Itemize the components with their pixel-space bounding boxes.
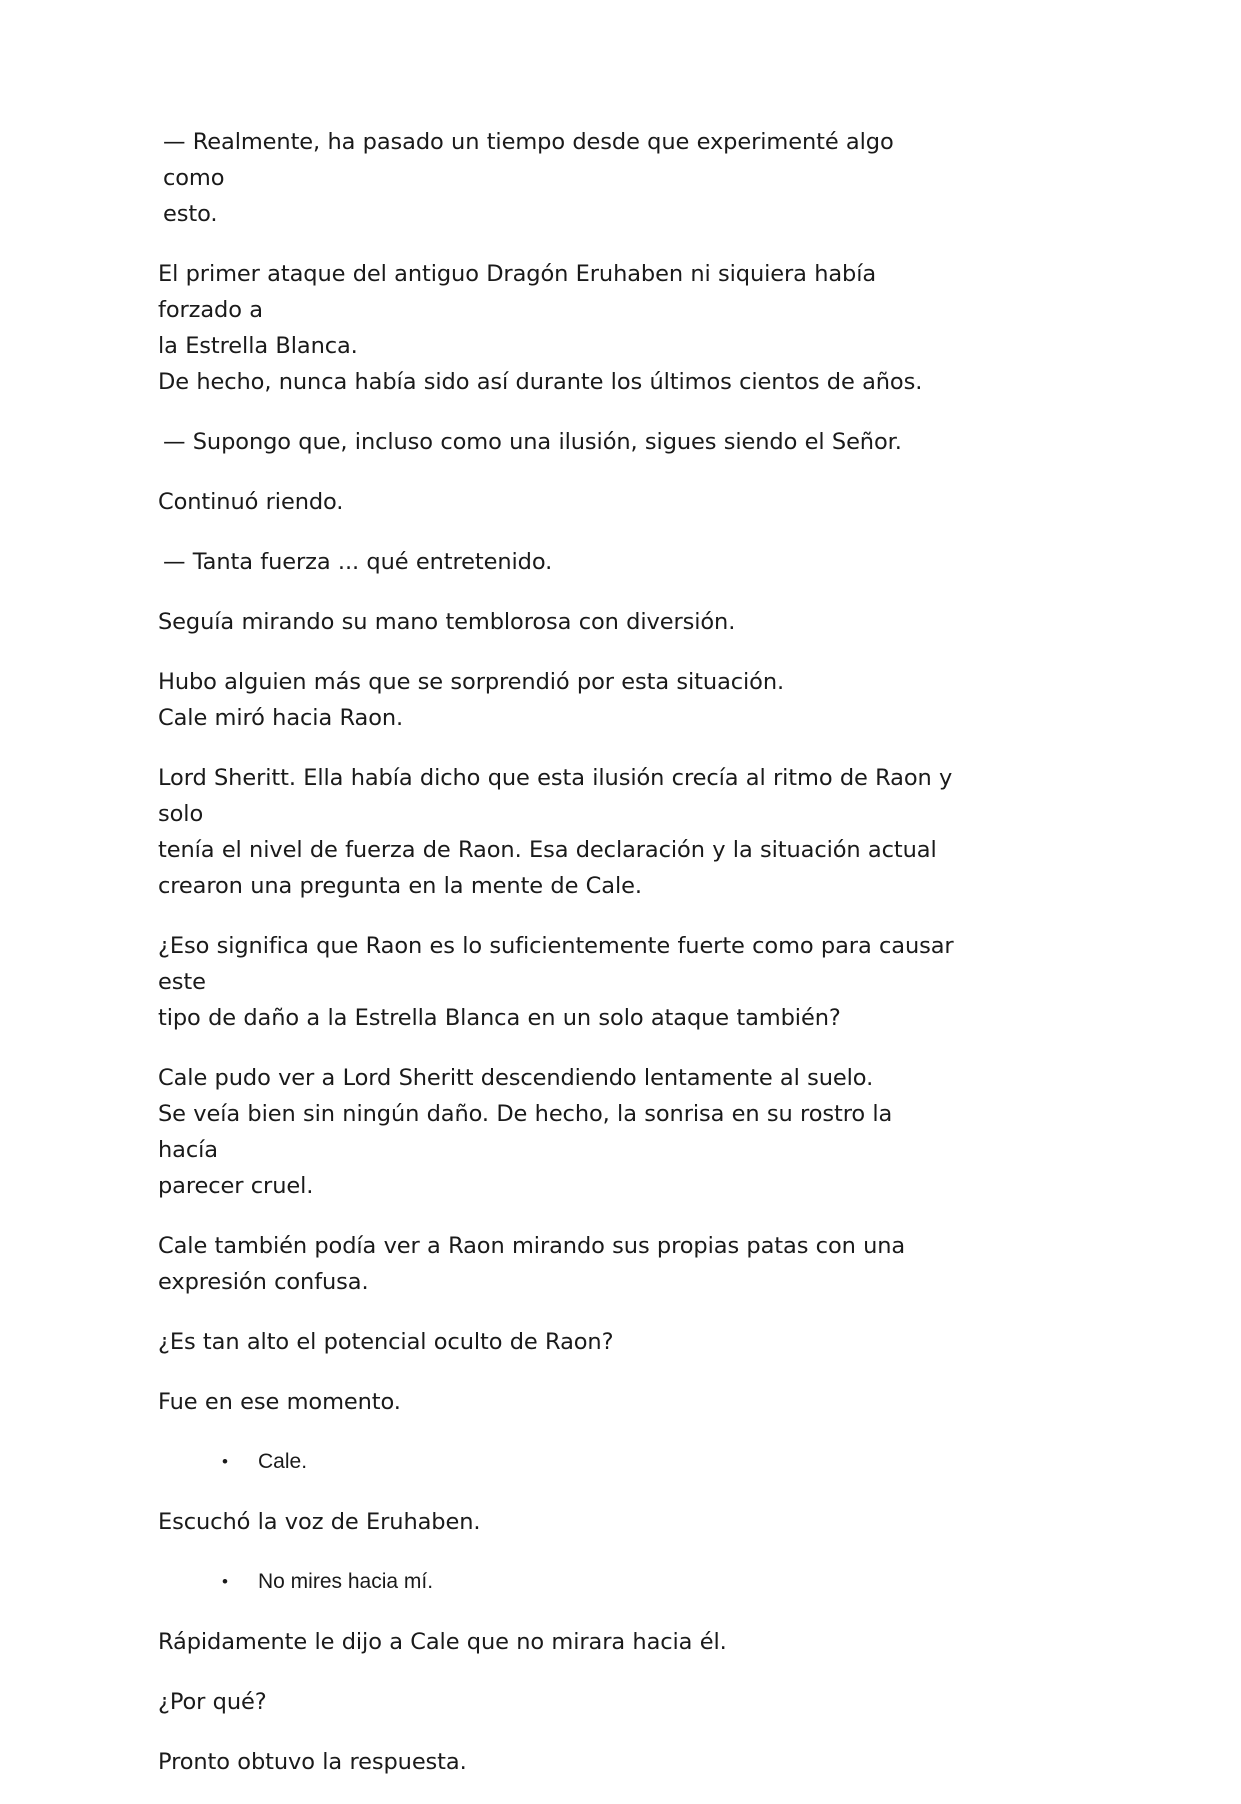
list-item-text: No mires hacia mí. [258, 1570, 434, 1593]
paragraph-line: Cale también podía ver a Raon mirando sus propias patas con una [158, 1233, 906, 1259]
paragraph-line: la Estrella Blanca. [158, 333, 358, 359]
bullet-point-icon: • [222, 1452, 228, 1471]
paragraph [158, 1624, 958, 1660]
paragraph [158, 1384, 958, 1420]
list-item [158, 1444, 958, 1480]
paragraph-line: — Supongo que, incluso como una ilusión, sigues siendo el Señor. [163, 429, 902, 455]
paragraph-line: — Tanta fuerza ... qué entretenido. [163, 549, 553, 575]
paragraph-line: Seguía mirando su mano temblorosa con diversión. [158, 609, 736, 635]
paragraph [158, 1504, 958, 1540]
paragraph-line: ¿Por qué? [158, 1689, 267, 1715]
paragraph-line: esto. [163, 201, 218, 227]
paragraph-line: Continuó riendo. [158, 489, 344, 515]
paragraph-line: Hubo alguien más que se sorprendió por esta situación. [158, 669, 785, 695]
paragraph-line: — Realmente, ha pasado un tiempo desde que experimenté algo como [163, 129, 894, 191]
paragraph-line: crearon una pregunta en la mente de Cale. [158, 873, 642, 899]
paragraph-line: Lord Sheritt. Ella había dicho que esta ilusión crecía al ritmo de Raon y solo [158, 765, 953, 827]
paragraph [158, 484, 958, 520]
paragraph-line: ¿Eso significa que Raon es lo suficientemente fuerte como para causar este [158, 933, 954, 995]
paragraph-line: tipo de daño a la Estrella Blanca en un solo ataque también? [158, 1005, 841, 1031]
paragraph-line: Cale pudo ver a Lord Sheritt descendiendo lentamente al suelo. [158, 1065, 874, 1091]
paragraph [158, 1228, 958, 1300]
paragraph [158, 760, 958, 904]
paragraph-line: De hecho, nunca había sido así durante los últimos cientos de años. [158, 369, 923, 395]
paragraph-line: Escuchó la voz de Eruhaben. [158, 1509, 481, 1535]
paragraph-line: tenía el nivel de fuerza de Raon. Esa declaración y la situación actual [158, 837, 937, 863]
paragraph-line: Fue en ese momento. [158, 1389, 401, 1415]
bullet-point-icon: • [222, 1572, 228, 1591]
list-item-text: Cale. [258, 1450, 308, 1473]
paragraph-line: parecer cruel. [158, 1173, 314, 1199]
paragraph [158, 1684, 958, 1720]
paragraph [158, 424, 958, 460]
paragraph [158, 664, 958, 736]
paragraph-line: Se veía bien sin ningún daño. De hecho, la sonrisa en su rostro la hacía [158, 1101, 893, 1163]
paragraph-line: Pronto obtuvo la respuesta. [158, 1749, 467, 1775]
list-item [158, 1564, 958, 1600]
paragraph [158, 256, 958, 400]
paragraph-line: Cale miró hacia Raon. [158, 705, 404, 731]
paragraph [158, 124, 958, 232]
paragraph [158, 928, 958, 1036]
paragraph-line: ¿Es tan alto el potencial oculto de Raon? [158, 1329, 614, 1355]
bullet-list [158, 1564, 958, 1600]
paragraph [158, 544, 958, 580]
bullet-list [158, 1444, 958, 1480]
document-body [158, 124, 958, 1804]
paragraph [158, 1324, 958, 1360]
paragraph-line: El primer ataque del antiguo Dragón Eruhaben ni siquiera había forzado a [158, 261, 877, 323]
paragraph-line: expresión confusa. [158, 1269, 369, 1295]
paragraph [158, 604, 958, 640]
paragraph-line: Rápidamente le dijo a Cale que no mirara hacia él. [158, 1629, 727, 1655]
paragraph [158, 1744, 958, 1780]
paragraph [158, 1060, 958, 1204]
